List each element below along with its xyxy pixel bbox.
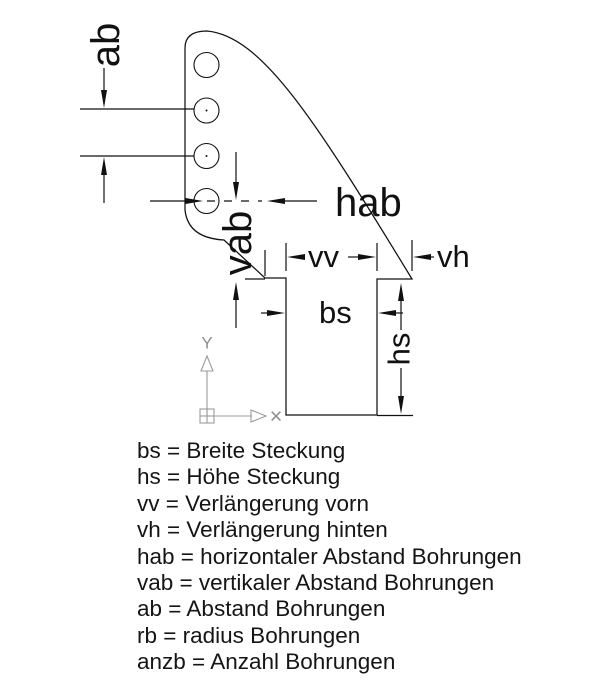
legend-line-vh: vh = Verlängerung hinten [137,517,388,543]
legend-line-anzb: anzb = Anzahl Bohrungen [137,649,396,675]
hs-arrow-up [398,283,404,301]
vv-arrow-left [287,254,305,260]
hs-arrow-down [398,396,404,414]
hole-3-center-mark [206,155,208,157]
bs-arrow-right [267,310,285,316]
legend-line-bs: bs = Breite Steckung [137,438,346,463]
dim-label-ab: ab [84,22,128,68]
dim-label-bs: bs [319,295,352,330]
dim-label-hab: hab [335,181,402,225]
legend-line-hab: hab = horizontaler Abstand Bohrungen [137,543,522,569]
dim-label-vh: vh [437,239,470,274]
legend-line-ab: ab = Abstand Bohrungen [137,596,386,622]
ab-arrow-up [101,157,107,175]
dimension-ab [80,68,194,203]
ab-arrow-down [101,90,107,108]
legend-line-rb: rb = radius Bohrungen [137,622,361,648]
parameter-legend [137,438,522,676]
legend-line-vv: vv = Verlängerung vorn [137,490,370,516]
hole-1 [194,53,219,78]
ucs-x-label: × [269,403,283,429]
vh-arrow-left [413,254,431,260]
legend-line-vab: vab = vertikaler Abstand Bohrungen [137,570,495,596]
hole-2-center-mark [206,110,208,112]
vab-arrow-up [233,282,239,300]
bs-arrow-left [378,310,396,316]
ucs-x-axis-arrowhead [251,410,266,422]
dimension-hab [150,198,317,204]
ucs-icon [200,356,266,423]
holes [194,53,219,214]
dim-label-hs: hs [381,332,417,366]
dimension-vh [412,240,434,271]
dim-label-vab: vab [216,210,260,276]
legend-line-hs: hs = Höhe Steckung [137,464,341,490]
ucs-y-label: Y [201,333,213,353]
vab-arrow-down [233,182,239,200]
dim-label-vv: vv [308,239,339,274]
vv-arrow-right [358,254,376,260]
ucs-y-axis-arrowhead [201,356,213,371]
hab-arrow-left [267,198,285,204]
